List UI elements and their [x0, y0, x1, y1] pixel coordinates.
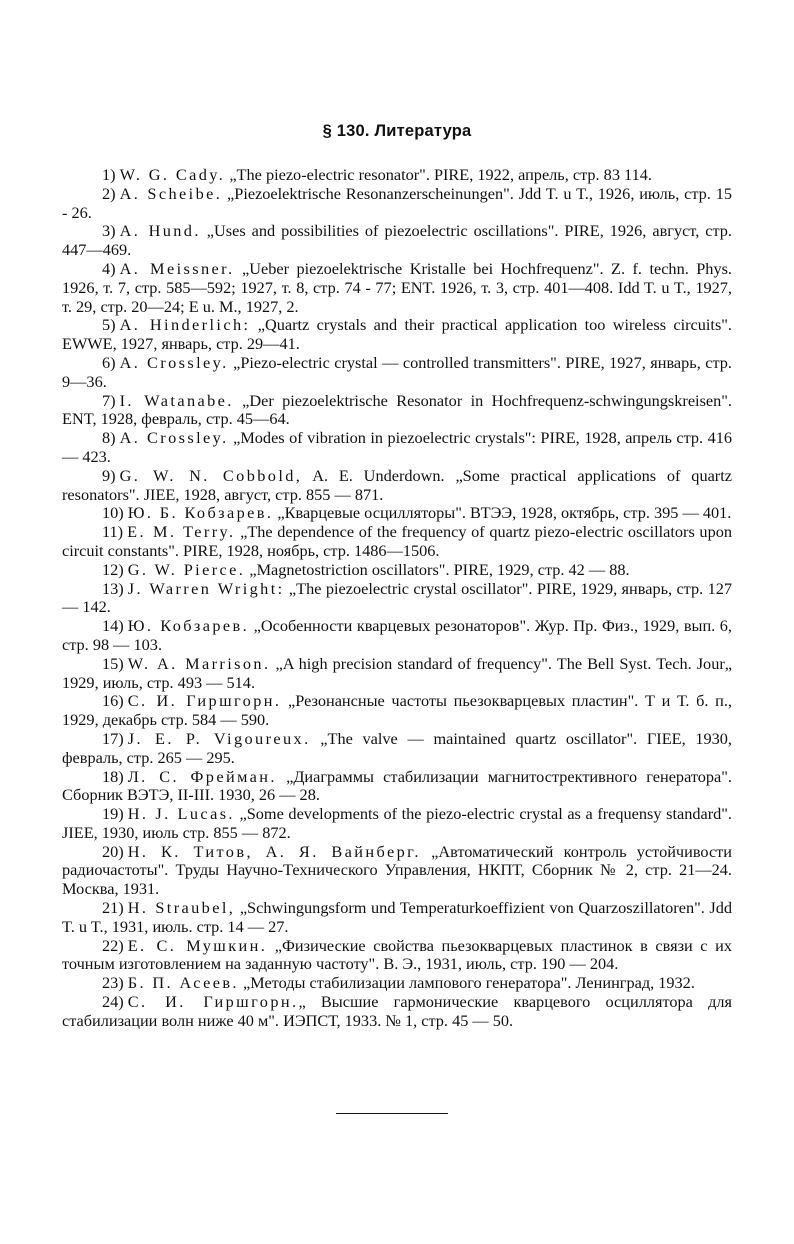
reference-number: 14) — [102, 616, 124, 636]
reference-text: „Uses and possibilities of piezoelectric oscillations". PIRE, 1926, август, стр. 447—469. — [62, 221, 732, 260]
reference-author: E. M. Terry. — [127, 522, 236, 542]
reference-number: 3) — [102, 221, 116, 241]
reference-author: С. И. Гиршгорн. — [127, 691, 282, 711]
reference-item — [62, 993, 732, 1031]
reference-text: „Автоматический контроль устойчивости радиочастоты". Труды Научно-Технического Управления, НКПТ, Сборник № 2, стр. 21—24. Москва, 1931. — [62, 841, 732, 899]
reference-number: 5) — [102, 315, 116, 335]
reference-number: 23) — [102, 973, 124, 993]
reference-number: 2) — [102, 183, 116, 203]
reference-number: 19) — [102, 804, 124, 824]
reference-list — [62, 166, 732, 1031]
reference-author: I. Watanabe. — [119, 390, 234, 410]
reference-author: G. W. N. Cobbold, — [119, 465, 303, 485]
reference-author: A. Meissner. — [119, 258, 235, 278]
reference-number: 21) — [102, 898, 124, 918]
reference-text: „Piezoelektrische Resonanzerscheinungen". Jdd T. u T., 1926, июль, стр. 15 - 26. — [62, 183, 732, 222]
reference-author: W. A. Marrison. — [127, 653, 271, 673]
reference-number: 9) — [102, 465, 116, 485]
reference-author: A. Scheibe. — [119, 183, 223, 203]
reference-item — [62, 730, 732, 768]
reference-author: С. И. Гиршгорн. — [127, 992, 299, 1012]
reference-text: „A high precision standard of frequency". The Bell Syst. Tech. Jour„ 1929, июль, стр. 493 — 514. — [62, 653, 732, 692]
reference-author: A. Hinderlich: — [119, 315, 251, 335]
reference-item — [62, 316, 732, 354]
reference-item — [62, 580, 732, 618]
reference-number: 17) — [102, 728, 124, 748]
reference-text: „Резонансные частоты пьезокварцевых пластин". Т и Т. б. п., 1929, декабрь стр. 584 — 590. — [62, 691, 732, 730]
reference-author: H. J. Lucas. — [127, 804, 235, 824]
reference-text: „The valve — maintained quartz oscillator". ГIEE, 1930, февраль, стр. 265 — 295. — [62, 728, 732, 767]
reference-author: W. G. Cady. — [119, 165, 226, 184]
reference-item — [62, 504, 732, 523]
reference-text: „The piezo-electric resonator". PIRE, 1922, апрель, стр. 83 114. — [225, 165, 652, 184]
reference-number: 15) — [102, 653, 124, 673]
reference-number: 8) — [102, 428, 116, 448]
reference-text: „Quartz crystals and their practical application too wireless circuits". EWWE, 1927, январь, стр. 29—41. — [62, 315, 732, 354]
reference-item — [62, 617, 732, 655]
reference-number: 16) — [102, 691, 124, 711]
page-content — [62, 118, 732, 1031]
reference-number: 18) — [102, 766, 124, 786]
reference-item — [62, 561, 732, 580]
reference-number: 12) — [102, 559, 124, 579]
reference-author: Е. С. Мушкин. — [127, 935, 268, 955]
reference-text: „Кварцевые осцилляторы". ВТЭЭ, 1928, октябрь, стр. 395 — 401. — [273, 503, 732, 523]
reference-author: G. W. Pierce. — [127, 559, 246, 579]
reference-text: „Методы стабилизации лампового генератора". Ленинград, 1932. — [238, 973, 695, 993]
reference-author: Н. К. Титов, А. Я. Вайнберг. — [127, 841, 421, 861]
reference-item — [62, 974, 732, 993]
reference-author: A. Crossley. — [119, 428, 229, 448]
reference-item — [62, 429, 732, 467]
reference-author: J. E. P. Vigoureux. — [127, 728, 311, 748]
reference-text: „The piezoelectric crystal oscillator". PIRE, 1929, январь, стр. 127 — 142. — [62, 578, 732, 617]
reference-text: „Ueber piezoelektrische Kristalle bei Hochfrequenz". Z. f. techn. Phys. 1926, т. 7, стр. 585—592; 1927, т. 8, стр. 74 - 77; ENT. 1926, т. 3, стр. 401—408. Idd T. u T., 1927, т. 29, стр. 20—24; E u. M., 1927, 2. — [62, 258, 732, 316]
reference-author: Ю. Б. Кобзарев. — [127, 503, 274, 523]
reference-text: „Piezo-electric crystal — controlled transmitters". PIRE, 1927, январь, стр. 9—36. — [62, 352, 732, 391]
reference-item — [62, 354, 732, 392]
reference-author: Ю. Кобзарев. — [127, 616, 250, 636]
reference-author: J. Warren Wright: — [127, 578, 285, 598]
reference-item — [62, 185, 732, 223]
reference-number: 6) — [102, 352, 116, 372]
reference-number: 11) — [102, 522, 124, 542]
reference-number: 24) — [102, 992, 124, 1012]
reference-item — [62, 523, 732, 561]
reference-item — [62, 899, 732, 937]
reference-item — [62, 222, 732, 260]
reference-item — [62, 655, 732, 693]
reference-item — [62, 692, 732, 730]
reference-text: „Особенности кварцевых резонаторов". Жур. Пр. Физ., 1929, вып. 6, стр. 98 — 103. — [62, 616, 732, 654]
reference-item — [62, 805, 732, 843]
reference-number: 22) — [102, 935, 124, 955]
reference-item — [62, 467, 732, 505]
reference-text: A. E. Underdown. „Some practical applications of quartz resonators". JIEE, 1928, август, стр. 855 — 871. — [62, 465, 732, 504]
reference-text: „Schwingungsform und Temperaturkoeffizient von Quarzoszillatoren". Jdd T. u T., 1931, июль. стр. 14 — 27. — [62, 898, 732, 936]
reference-number: 4) — [102, 258, 116, 278]
reference-text: „Диаграммы стабилизации магнитострективного генератора". Сборник ВЭТЭ, II-III. 1930, 26 — 28. — [62, 766, 732, 805]
reference-number: 1) — [102, 165, 116, 184]
reference-number: 7) — [102, 390, 116, 410]
reference-text: „Физические свойства пьезокварцевых пластинок в связи с их точным изготовлением на заданную частоту". В. Э., 1931, июль, стр. 190 — 204. — [62, 935, 732, 974]
reference-text: „Magnetostriction oscillators". PIRE, 1929, стр. 42 — 88. — [245, 559, 630, 579]
reference-text: „Modes of vibration in piezoelectric crystals": PIRE, 1928, апрель стр. 416 — 423. — [62, 428, 732, 466]
reference-text: „The dependence of the frequency of quartz piezo-electric oscillators upon circuit constants". PIRE, 1928, ноябрь, стр. 1486—1506. — [62, 522, 732, 560]
reference-author: A. Crossley. — [119, 352, 229, 372]
reference-text: „Some developments of the piezo-electric crystal as a frequensy standard". JIEE, 1930, июль стр. 855 — 872. — [62, 804, 732, 842]
reference-text: „ Высшие гармонические кварцевого осциллятора для стабилизации волн ниже 40 м". ИЭПСТ, 1933. № 1, стр. 45 — 50. — [62, 992, 732, 1030]
section-title: § 130. Литература — [322, 122, 472, 140]
reference-item — [62, 843, 732, 899]
reference-text: „Der piezoelektrische Resonator in Hochfrequenz-schwingungskreisen". ENT, 1928, февраль, стр. 45—64. — [62, 390, 732, 429]
reference-author: H. Straubel, — [127, 898, 236, 918]
reference-item — [62, 937, 732, 975]
reference-number: 13) — [102, 578, 124, 598]
reference-item — [62, 260, 732, 316]
reference-number: 20) — [102, 841, 124, 861]
reference-author: Б. П. Асеев. — [127, 973, 239, 993]
reference-item — [62, 166, 732, 185]
reference-author: Л. С. Фрейман. — [127, 766, 277, 786]
reference-item — [62, 392, 732, 430]
reference-number: 10) — [102, 503, 124, 523]
closing-rule — [336, 1113, 448, 1114]
reference-author: A. Hund. — [119, 221, 201, 241]
reference-item — [62, 768, 732, 806]
